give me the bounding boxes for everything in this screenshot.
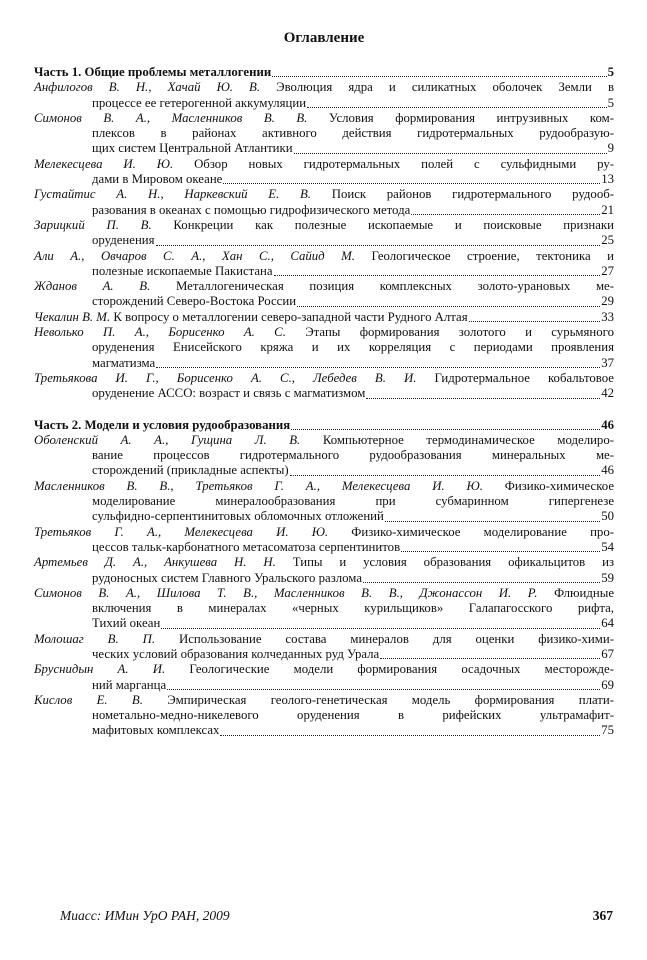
toc-list [34,65,614,739]
entry-title-line: сторождений (прикладные аспекты) [92,463,289,478]
entry-title-line: разования в океанах с помощью гидрофизического метода [92,202,411,217]
entry-text [34,310,468,325]
entry-last-line [34,96,614,111]
toc-entry [34,525,614,556]
page-footer [60,908,613,924]
dot-leader [294,144,607,154]
entry-title-start: Геологические модели формирования осадочных месторожде- [189,662,614,677]
entry-last-line [34,723,614,738]
toc-entry [34,371,614,402]
entry-page-number: 59 [601,570,614,585]
entry-last-line [34,141,614,156]
entry-last-line [34,294,614,309]
entry-title-line: плексов в районах активного действия гидротермальных рудообразую- [92,126,614,141]
toc-entry [34,325,614,371]
entry-last-line [34,678,614,693]
toc-entry [34,279,614,310]
dot-leader [363,573,600,583]
toc-title: Оглавление [283,30,365,46]
dot-leader [220,726,600,736]
entry-title-line: мафитовых комплексах [92,723,220,738]
entry-title-line: ний марганца [92,677,167,692]
entry-first-line [34,249,614,264]
entry-first-line [34,157,614,172]
toc-entry [34,555,614,586]
entry-title-line: Тихий океан [92,616,161,631]
entry-last-line [34,203,614,218]
entry-page-number: 75 [601,723,614,738]
part-page-number: 46 [601,417,614,432]
entry-last-line [34,264,614,279]
entry-title-line: щих систем Центральной Атлантики [92,141,293,156]
entry-authors: Масленников В. В., Третьяков Г. А., Мелекесцева И. Ю. [34,478,483,493]
entry-title-line: оруденения [92,233,155,248]
entry-title-start: Физико-химическое моделирование про- [351,524,614,539]
entry-title-start: Эмпирическая геолого-генетическая модель формирования плати- [167,692,615,707]
entry-authors: Третьякова И. Г., Борисенко А. С., Лебедев В. И. [34,370,417,385]
entry-title-start: Компьютерное термодинамическое моделиро- [322,432,614,447]
entry-last-line [34,540,614,555]
dot-leader [411,205,600,215]
entry-last-line [34,233,614,248]
entry-first-line [34,371,614,386]
entry-first-line [34,218,614,233]
entry-title-line: цессов тальк-карбонатного метасоматоза серпентинитов [92,539,401,554]
entry-title-line: магматизма [92,355,156,370]
toc-entry [34,479,614,525]
part-title: Часть 2. Модели и условия рудообразования [34,417,291,432]
toc-entry [34,693,614,739]
entry-last-line [34,463,614,478]
entry-title-start: Обзор новых гидротермальных полей с сульфидными ру- [194,156,614,171]
entry-page-number: 69 [601,677,614,692]
entry-last-line [34,509,614,524]
dot-leader [272,67,606,77]
entry-title-line: рудоносных систем Главного Уральского разлома [92,570,363,585]
toc-entry [34,80,614,111]
entry-last-line [34,616,614,631]
entry-last-line [34,386,614,401]
entry-title-line: включения в минералах «черных курильщиков» Галапагосского рифта, [92,601,614,616]
entry-authors: Кислов Е. В. [34,692,143,707]
entry-title-line: сторождений Северо-Востока России [92,294,297,309]
entry-page-number: 25 [601,233,614,248]
entry-title-line: полезные ископаемые Пакистана [92,263,273,278]
entry-last-line [34,647,614,662]
entry-page-number: 67 [601,646,614,661]
entry-title-start: Физико-химическое [504,478,614,493]
entry-page-number: 54 [601,539,614,554]
entry-authors: Зарицкий П. В. [34,217,152,232]
dot-leader [380,649,600,659]
entry-title-start: Металлогеническая позиция комплексных золото-урановых ме- [175,279,614,294]
toc-entry [34,157,614,188]
entry-first-line [34,111,614,126]
dot-leader [385,512,600,522]
entry-authors: Густайтис А. Н., Наркевский Е. В. [34,187,311,202]
toc-entry [34,433,614,479]
toc-entry [34,586,614,632]
toc-entry [34,662,614,693]
entry-title-line: нометально-медно-никелевого оруденения в рифейских ультрамафит- [92,708,614,723]
entry-title-start: Конкреции как полезные ископаемые и поисковые признаки [173,217,614,232]
entry-authors: Артемьев Д. А., Анкушева Н. Н. [34,555,276,570]
dot-leader [401,542,600,552]
entry-first-line [34,662,614,677]
entry-authors: Мелекесцева И. Ю. [34,156,174,171]
entry-title-start: К вопросу о металлогении северо-западной части Рудного Алтая [113,309,468,324]
entry-authors: Анфилогов В. Н., Хачай Ю. В. [34,80,261,95]
entry-page-number: 13 [601,172,614,187]
entry-title-start: Условия формирования интрузивных ком- [328,110,614,125]
dot-leader [469,312,601,322]
entry-title-line: ческих условий образования колчеданных руд Урала [92,646,380,661]
entry-first-line [34,632,614,647]
dot-leader [366,389,600,399]
entry-first-line [34,325,614,340]
part-page-number: 5 [607,65,614,79]
entry-first-line [34,310,614,325]
toc-entry [34,249,614,280]
entry-page-number: 33 [601,309,614,324]
toc-entry [34,111,614,157]
toc-entry [34,632,614,663]
entry-page-number: 29 [601,294,614,309]
entry-first-line [34,555,614,570]
entry-page-number: 46 [601,463,614,478]
page-number: 367 [592,908,613,923]
entry-title-line: оруденение АССО: возраст и связь с магматизмом [92,386,366,401]
entry-first-line [34,693,614,708]
entry-page-number: 9 [607,141,614,156]
dot-leader [291,420,600,430]
entry-first-line [34,279,614,294]
entry-title-start: Гидротермальное кобальтовое [434,370,614,385]
dot-leader [223,174,600,184]
dot-leader [167,680,600,690]
entry-title-start: Поиск районов гидротермального рудооб- [331,187,614,202]
part-title: Часть 1. Общие проблемы металлогении [34,65,272,79]
entry-title-line: моделирование минералообразования при субмаринном гипергенезе [92,494,614,509]
entry-authors: Жданов А. В. [34,279,151,294]
entry-first-line [34,433,614,448]
entry-authors: Чекалин В. М. [34,309,111,324]
toc-entry [34,310,614,325]
footer-publisher: Миасс: ИМин УрО РАН, 2009 [60,908,230,923]
toc-page [34,28,614,739]
entry-title-line: дами в Мировом океане [92,172,223,187]
entry-authors: Бруснидын А. И. [34,662,166,677]
entry-first-line [34,479,614,494]
entry-page-number: 5 [607,95,614,110]
entry-authors: Молошаг В. П. [34,631,156,646]
entry-authors: Али А., Овчаров С. А., Хан С., Сайид М. [34,248,355,263]
entry-authors: Третьяков Г. А., Мелекесцева И. Ю. [34,524,329,539]
entry-authors: Симонов В. А., Масленников В. В. [34,110,308,125]
entry-page-number: 37 [601,355,614,370]
entry-title-line: вание процессов гидротермального рудообразования минеральных ме- [92,448,614,463]
entry-title-start: Этапы формирования золотого и сурьмяного [305,325,614,340]
entry-page-number: 21 [601,202,614,217]
dot-leader [274,266,601,276]
toc-entry [34,218,614,249]
dot-leader [161,619,600,629]
entry-title-start: Типы и условия образования офикальцитов из [292,555,614,570]
entry-first-line [34,586,614,601]
entry-first-line [34,80,614,95]
entry-title-start: Геологическое строение, тектоника и [371,248,614,263]
entry-title-line: сульфидно-серпентинитовых обломочных отложений [92,509,384,524]
toc-entry [34,187,614,218]
entry-authors: Неволько П. А., Борисенко А. С. [34,325,286,340]
entry-first-line [34,525,614,540]
entry-title-line: оруденения Енисейского кряжа и их корреляция с периодами проявления [92,340,614,355]
entry-title-start: Эволюция ядра и силикатных оболочек Земли в [276,80,614,95]
entry-page-number: 50 [601,509,614,524]
entry-title-start: Использование состава минералов для оценки физико-хими- [178,631,614,646]
entry-first-line [34,187,614,202]
entry-last-line [34,356,614,371]
entry-title-start: Флюидные [554,585,614,600]
entry-page-number: 27 [601,263,614,278]
part-heading [34,418,614,433]
entry-page-number: 64 [601,616,614,631]
entry-last-line [34,571,614,586]
part-heading [34,65,614,80]
dot-leader [156,358,600,368]
dot-leader [307,98,607,108]
entry-last-line [34,172,614,187]
entry-authors: Оболенский А. А., Гущина Л. В. [34,432,301,447]
entry-page-number: 42 [601,386,614,401]
entry-title-line: процессе ее гетерогенной аккумуляции [92,95,307,110]
dot-leader [290,466,601,476]
dot-leader [156,236,601,246]
entry-authors: Симонов В. А., Шилова Т. В., Масленников В. В., Джонассон И. Р. [34,585,538,600]
dot-leader [297,297,600,307]
